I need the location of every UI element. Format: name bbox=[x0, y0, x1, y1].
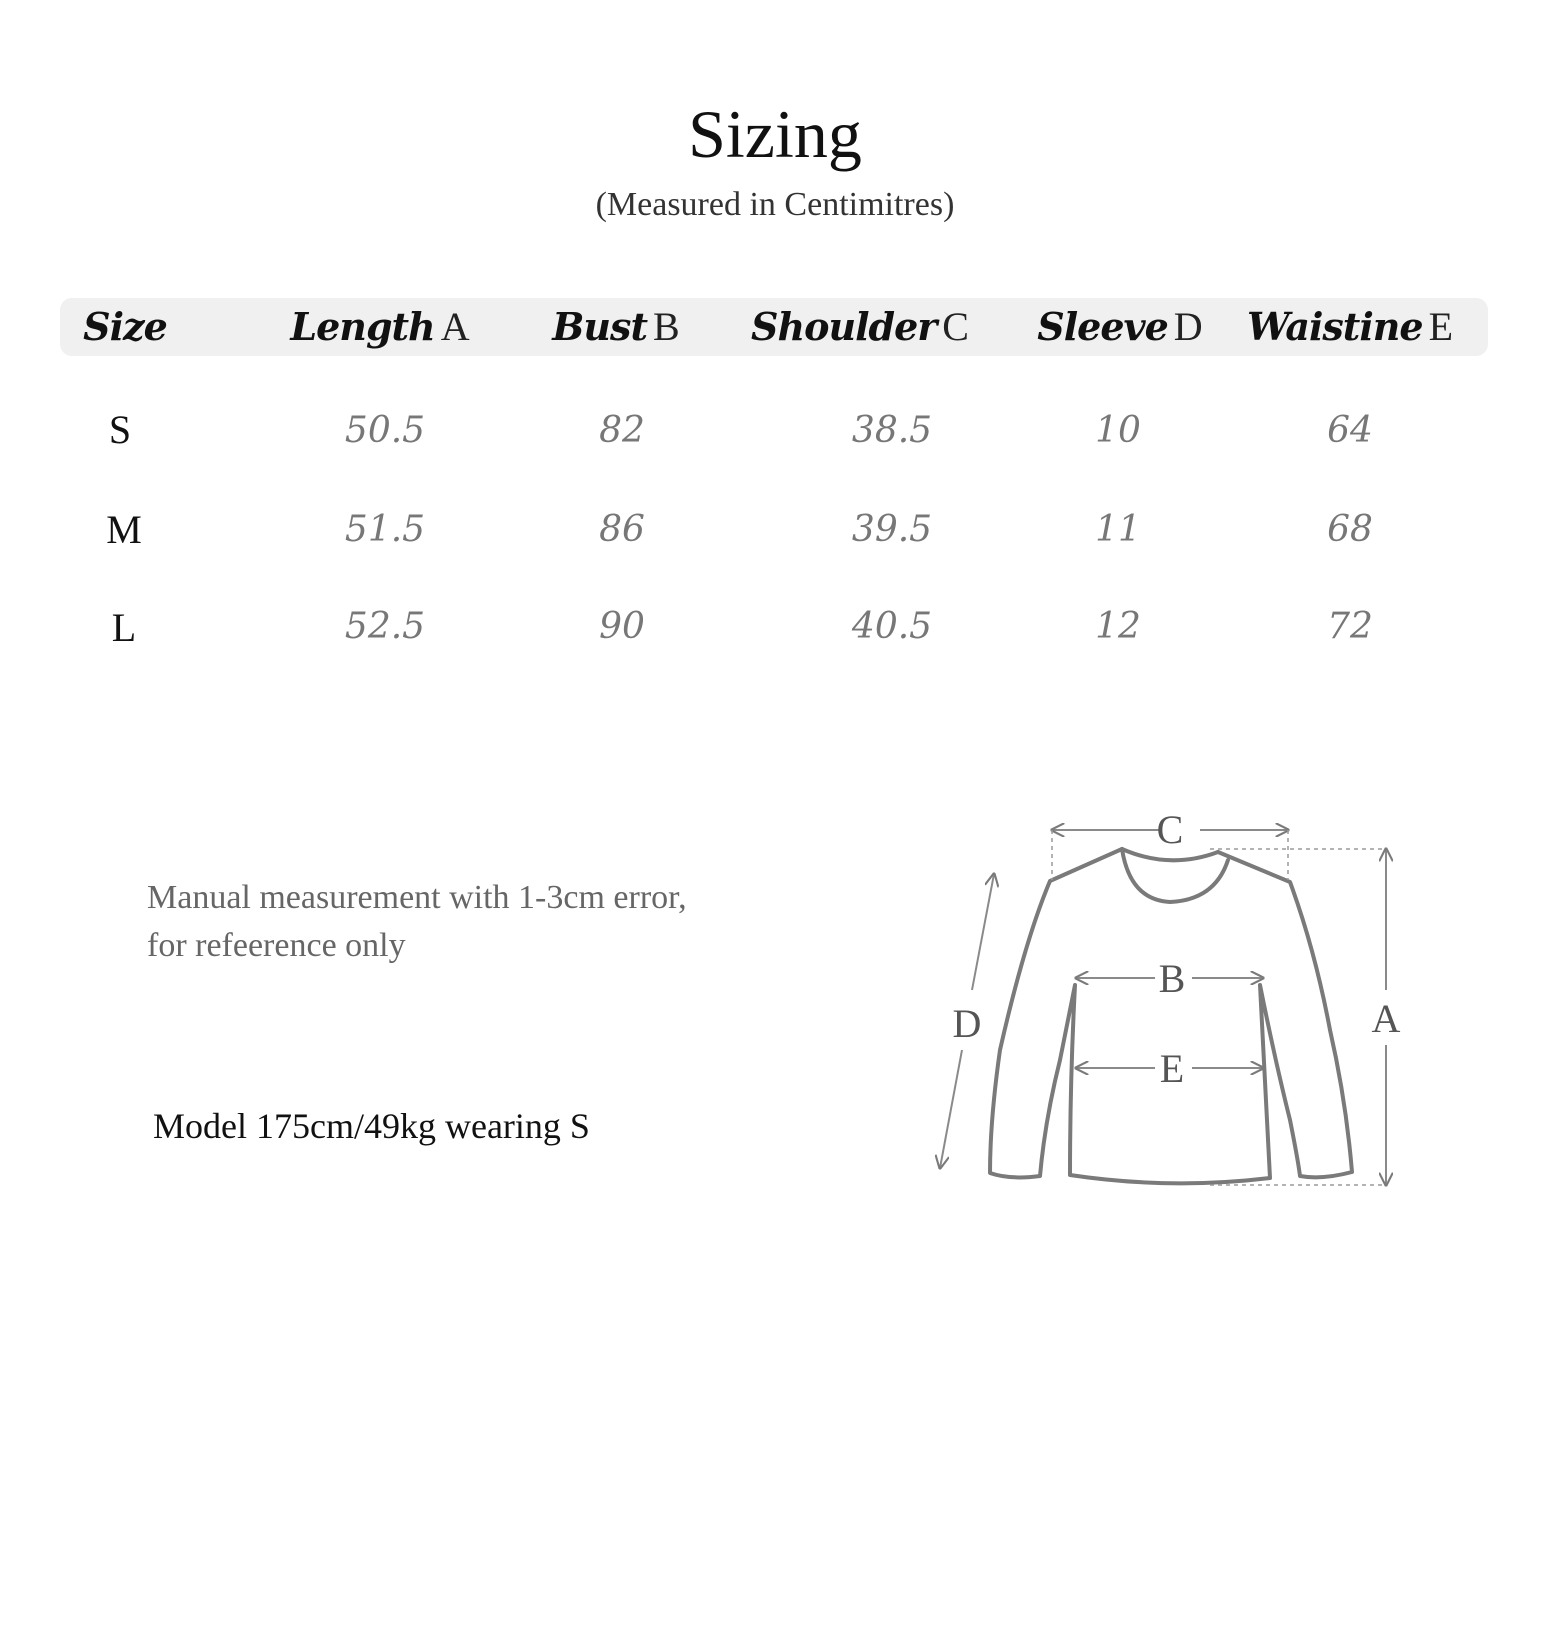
row-size-m: M bbox=[106, 507, 142, 552]
cell-waistine-s: 64 bbox=[1327, 410, 1373, 451]
header-name: Length bbox=[290, 304, 435, 349]
page-subtitle: (Measured in Centimitres) bbox=[595, 186, 955, 223]
note-line-2: for refeerence only bbox=[147, 927, 406, 964]
header-letter: B bbox=[653, 304, 680, 349]
header-name: Shoulder bbox=[751, 304, 937, 349]
header-letter: C bbox=[942, 304, 969, 349]
cell-bust-l: 90 bbox=[599, 606, 645, 647]
page-title: Sizing bbox=[688, 96, 862, 172]
cell-sleeve-l: 12 bbox=[1095, 606, 1141, 647]
cell-length-s: 50.5 bbox=[344, 410, 426, 451]
header-name: Bust bbox=[552, 304, 648, 349]
cell-shoulder-l: 40.5 bbox=[851, 606, 933, 647]
header-name: Waistine bbox=[1246, 304, 1423, 349]
diagram-label-a: A bbox=[1371, 996, 1401, 1041]
cell-sleeve-m: 11 bbox=[1095, 509, 1141, 550]
diagram-label-e: E bbox=[1159, 1046, 1185, 1091]
d-arrow-bottom bbox=[940, 1050, 962, 1168]
model-info: Model 175cm/49kg wearing S bbox=[153, 1106, 590, 1146]
diagram-label-b: B bbox=[1158, 956, 1186, 1001]
cell-length-l: 52.5 bbox=[344, 606, 426, 647]
note-line-1: Manual measurement with 1-3cm error, bbox=[147, 879, 687, 916]
row-size-s: S bbox=[108, 407, 132, 452]
shirt-outline bbox=[990, 849, 1352, 1183]
row-size-l: L bbox=[111, 605, 137, 650]
cell-waistine-l: 72 bbox=[1327, 606, 1373, 647]
diagram-label-d: D bbox=[952, 1001, 982, 1046]
cell-sleeve-s: 10 bbox=[1095, 410, 1141, 451]
cell-shoulder-s: 38.5 bbox=[851, 410, 933, 451]
header-letter: A bbox=[440, 304, 470, 349]
cell-length-m: 51.5 bbox=[344, 509, 426, 550]
header-letter: D bbox=[1173, 304, 1203, 349]
cell-bust-m: 86 bbox=[599, 509, 645, 550]
header-name: Sleeve bbox=[1037, 304, 1168, 349]
d-arrow-top bbox=[972, 874, 994, 990]
cell-shoulder-m: 39.5 bbox=[851, 509, 933, 550]
cell-waistine-m: 68 bbox=[1327, 509, 1373, 550]
header-name: Size bbox=[83, 304, 167, 349]
cell-bust-s: 82 bbox=[599, 410, 645, 451]
diagram-label-c: C bbox=[1156, 807, 1184, 852]
header-letter: E bbox=[1428, 304, 1454, 349]
